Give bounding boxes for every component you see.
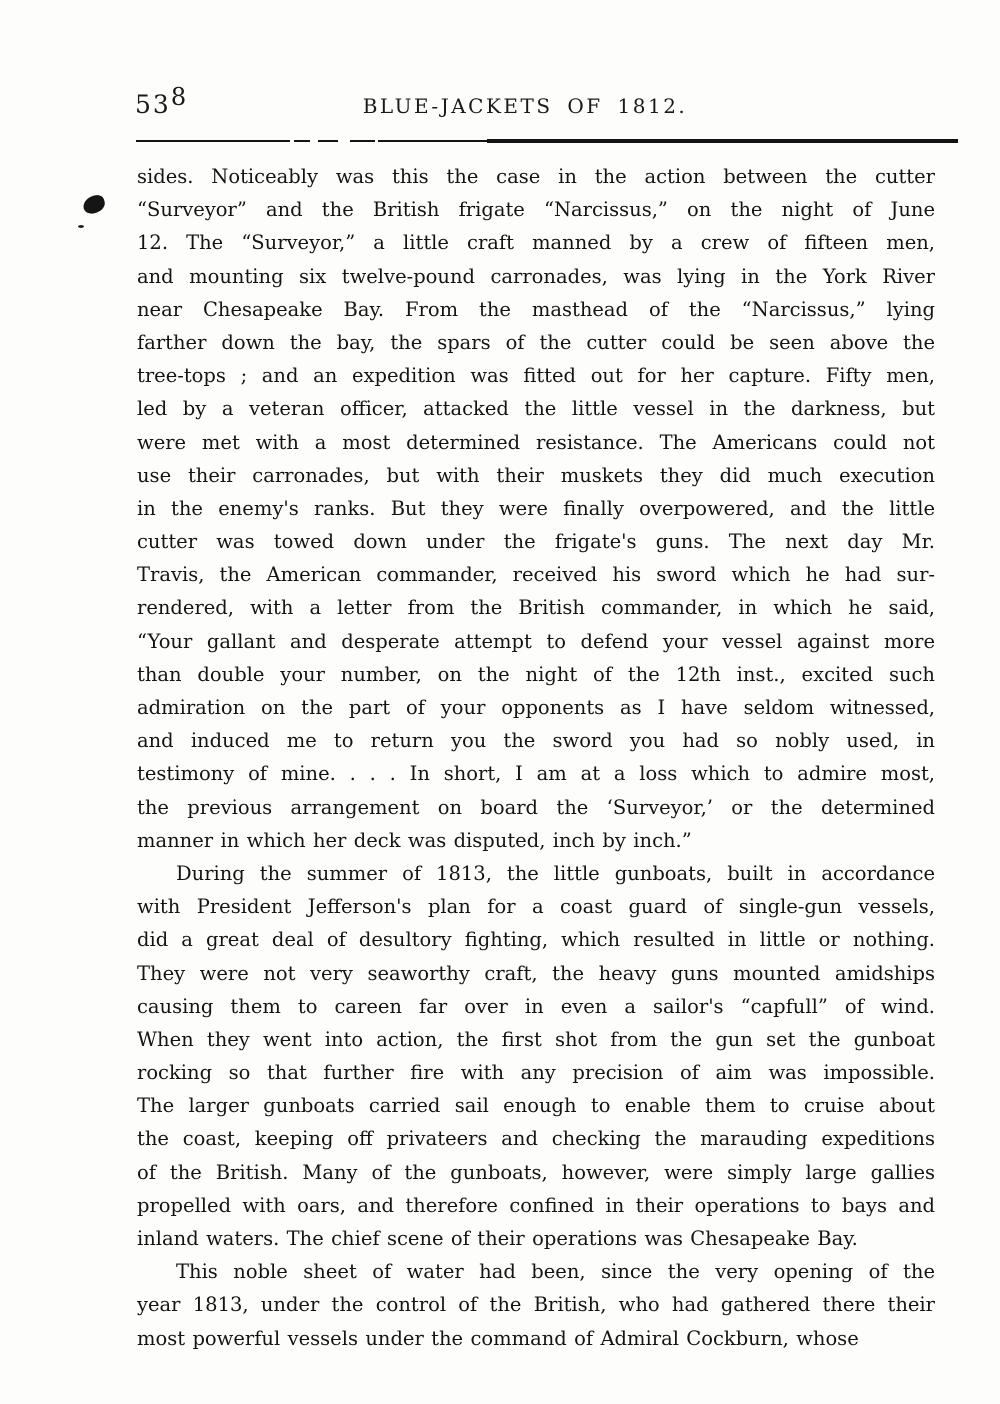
paragraph [137,160,935,857]
text-line: did a great deal of desultory fighting, which resulted in little or nothing. [137,928,935,952]
rule-segment [378,140,487,142]
text-line: led by a veteran officer, attacked the little vessel in the darkness, but [137,397,935,421]
text-line: of the British. Many of the gunboats, however, were simply large gallies [137,1160,935,1184]
header-rule [133,138,959,144]
text-line: “Your gallant and desperate attempt to defend your vessel against more [137,629,935,653]
text-line: rocking so that further fire with any precision of aim was impossible. [137,1061,935,1085]
rule-segment [487,139,958,143]
text-line: manner in which her deck was disputed, inch by inch.” [137,828,692,852]
text-line: During the summer of 1813, the little gunboats, built in accordance [176,861,935,885]
text-line: testimony of mine. . . . In short, I am at a loss which to admire most, [137,762,935,786]
text-line: Travis, the American commander, received his sword which he had sur- [137,563,935,587]
text-line: sides. Noticeably was this the case in the action between the cutter [137,165,935,188]
text-line: rendered, with a letter from the British commander, in which he said, [137,596,935,620]
text-line: The larger gunboats carried sail enough to enable them to cruise about [137,1094,935,1118]
text-line: were met with a most determined resistance. The Americans could not [137,430,935,454]
page-number: 538 [135,83,189,119]
text-line: 12. The “Surveyor,” a little craft manned by a crew of fifteen men, [137,231,935,255]
text-line: year 1813, under the control of the British, who had gathered there their [137,1293,935,1317]
text-line: than double your number, on the night of the 12th inst., excited such [137,662,935,686]
text-line: This noble sheet of water had been, since the very opening of the [176,1260,935,1284]
paragraph [137,1255,935,1355]
rule-segment [294,140,310,142]
text-line: the coast, keeping off privateers and checking the marauding expeditions [137,1127,935,1151]
ink-blot [81,193,107,216]
text-line: They were not very seaworthy craft, the heavy guns mounted amidships [137,961,935,985]
text-line: in the enemy's ranks. But they were finally overpowered, and the little [137,496,935,520]
rule-segment [318,140,338,142]
paragraph [137,857,935,1255]
text-line: use their carronades, but with their muskets they did much execution [137,463,935,487]
text-line: cutter was towed down under the frigate's guns. The next day Mr. [137,530,935,554]
text-line: most powerful vessels under the command of Admiral Cockburn, whose [137,1326,859,1350]
text-line: tree-tops ; and an expedition was fitted out for her capture. Fifty men, [137,364,935,388]
text-line: causing them to careen far over in even a sailor's “capfull” of wind. [137,994,935,1018]
text-line: with President Jefferson's plan for a coast guard of single-gun vessels, [137,895,935,919]
ink-speck [78,225,84,228]
text-line: propelled with oars, and therefore confined in their operations to bays and [137,1193,935,1217]
text-line: inland waters. The chief scene of their operations was Chesapeake Bay. [137,1227,858,1250]
body-text [137,160,935,1355]
text-line: farther down the bay, the spars of the cutter could be seen above the [137,330,935,354]
text-line: the previous arrangement on board the ‘Surveyor,’ or the determined [137,795,935,819]
text-line: When they went into action, the first shot from the gun set the gunboat [137,1027,935,1051]
text-line: admiration on the part of your opponents as I have seldom witnessed, [137,696,935,719]
text-line: and induced me to return you the sword you had so nobly used, in [137,729,935,753]
rule-segment [136,140,290,142]
rule-segment [350,140,375,142]
text-line: near Chesapeake Bay. From the masthead of the “Narcissus,” lying [137,297,935,321]
running-title: BLUE-JACKETS OF 1812. [362,94,688,118]
text-line: “Surveyor” and the British frigate “Narcissus,” on the night of June [137,198,935,222]
text-line: and mounting six twelve-pound carronades, was lying in the York River [137,264,935,288]
